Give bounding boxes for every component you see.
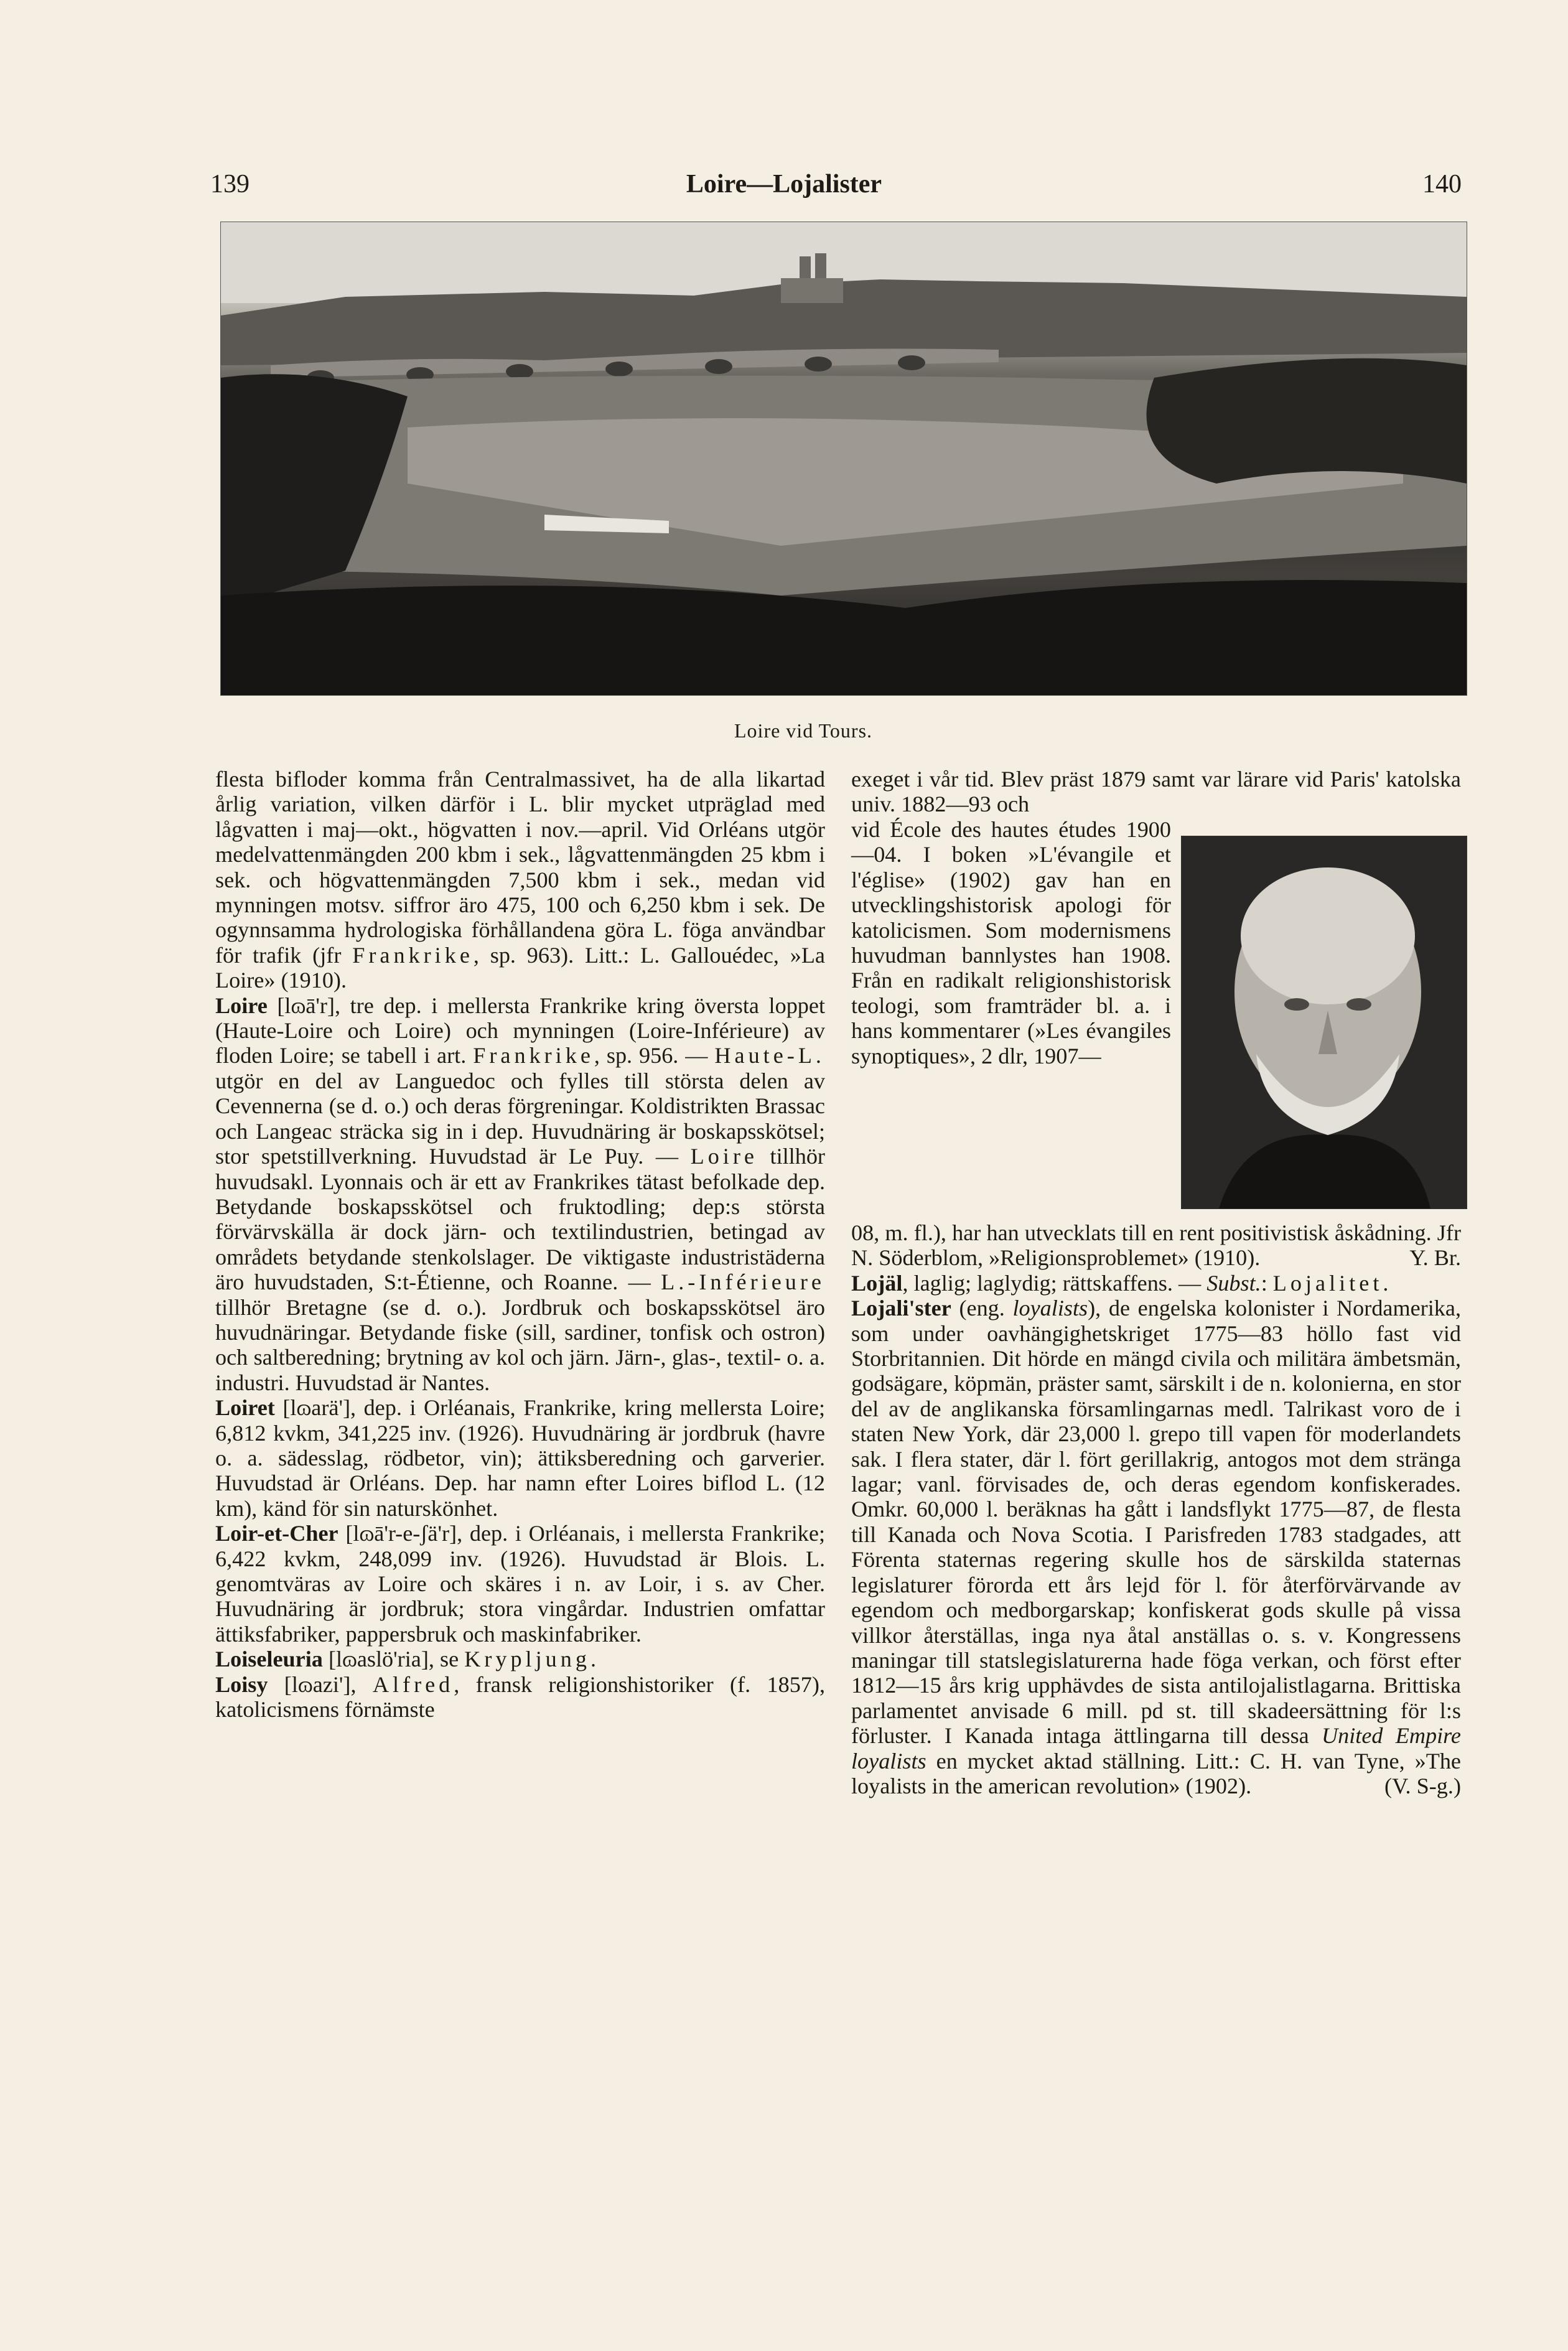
loisy-portrait xyxy=(1181,836,1467,1209)
headword-loire: Loire xyxy=(215,993,268,1018)
headword-lojal: Lojäl xyxy=(851,1270,903,1296)
figure-caption: Loire vid Tours. xyxy=(734,719,873,742)
loire-tours-photo xyxy=(220,222,1467,696)
right-column-top xyxy=(851,767,1461,817)
headword-loiseleuria: Loiseleuria xyxy=(215,1647,323,1672)
entry-loiret: Loiret [lɷarä'], dep. i Orléanais, Frankrike, kring mellersta Loire; 6,812 kvkm, 341,225 inv. (1926). Huvudnäring är jordbruk (havre o. a. sädesslag, rödbetor, vin); ättiksberedning och garverier. Huvudstad är Orléans. Dep. har namn efter Loires biflod L. (12 km), känd för sin naturskönhet. xyxy=(215,1395,825,1521)
entry-loire: Loire [lɷā'r], tre dep. i mellersta Frankrike kring översta loppet (Haute-Loire och Loire) och mynningen (Loire-Inférieure) av floden Loire; se tabell i art. Frankrike, sp. 956. — Haute-L. utgör en del av Languedoc och fylles till största delen av Cevennerna (se d. o.) och deras förgreningar. Koldistrikten Brassac och Langeac sträcka sig in i dep. Huvudnäring är boskapsskötsel; stor spetstillverkning. Huvudstad är Le Puy. — Loire tillhör huvudsakl. Lyonnais och är ett av Frankrikes tätast befolkade dep. Betydande boskapsskötsel och fruktodling; dep:s största förvärvskälla är dock järn- och textilindustrien, betingad av områdets betydande stenkolslager. De viktigaste industristäderna äro huvudstaden, S:t-Étienne, och Roanne. — L.-Inférieure tillhör Bretagne (se d. o.). Jordbruk och boskapsskötsel äro huvudnäringar. Betydande fiske (sill, sardiner, tonfisk och ostron) och saltberedning; brytning av kol och järn. Järn-, glas-, textil- o. a. industri. Huvudstad är Nantes. xyxy=(215,993,825,1395)
right-column-rest xyxy=(851,1220,1461,1798)
right-column-narrow xyxy=(851,817,1171,1068)
headword-lojalister: Lojali'ster xyxy=(851,1296,951,1321)
page-number-right: 140 xyxy=(1422,170,1462,199)
entry-loisy: Loisy [lɷazi'], Alfred, fransk religionshistoriker (f. 1857), katolicismens förnämste xyxy=(215,1671,825,1722)
signature-vsg: (V. S-g.) xyxy=(1384,1773,1461,1798)
headword-loisy: Loisy xyxy=(215,1671,268,1697)
entry-lojal: Lojäl, laglig; laglydig; rättskaffens. — Subst.: Lojalitet. xyxy=(851,1270,1389,1296)
loisy-narrow-text: vid École des hautes études 1900—04. I boken »L'évangile et l'église» (1902) gav han en utvecklingshistorisk apologi för katolicismen. Som modernismens huvudman bannlystes han 1908. Från en radikalt religionshistorisk teologi, som framträder bl. a. i hans kommentarer (»Les évangiles synoptiques», 2 dlr, 1907— xyxy=(851,817,1171,1068)
signature-ybr: Y. Br. xyxy=(1409,1245,1461,1271)
running-title: Loire—Lojalister xyxy=(686,170,882,199)
loisy-end: 08, m. fl.), har han utvecklats till en rent positivistisk åskådning. Jfr N. Söderblom, »Religionsproblemet» (1910). Y. Br. xyxy=(851,1220,1461,1271)
headword-loir-et-cher: Loir-et-Cher xyxy=(215,1521,338,1546)
entry-loir-et-cher: Loir-et-Cher [lɷā'r-e-ʃä'r], dep. i Orléanais, i mellersta Frankrike; 6,422 kvkm, 248,099 inv. (1926). Huvudstad är Blois. L. genomtväras av Loire och skäres i n. av Loir, i s. av Cher. Huvudnäring är jordbruk; stora vingårdar. Industrien omfattar ättiksfabriker, pappersbruk och maskinfabriker. xyxy=(215,1521,825,1647)
entry-loiseleuria: Loiseleuria [lɷaslö'ria], se Krypljung. xyxy=(215,1647,596,1672)
entry-lojalister: Lojali'ster (eng. loyalists), de engelska kolonister i Nordamerika, som under oavhängighetskriget 1775—83 höllo fast vid Storbritannien. Dit hörde en mängd civila och militära ämbetsmän, godsägare, köpmän, präster samt, särskilt i de n. kolonierna, en stor del av de anglikanska församlingarnas medl. Talrikast voro de i staten New York, där 23,000 l. grepo till vapen för moderlandets sak. I flera stater, där l. fört gerillakrig, antogos mot dem stränga lagar; vanl. förvisades de, och deras egendom konfiskerades. Omkr. 60,000 l. beräknas ha gått i landsflykt 1775—87, de flesta till Kanada och Nova Scotia. I Parisfreden 1783 stadgades, att Förenta staternas regering skulle hos de särskilda staternas legislaturer förorda ett års lejd för l. för återförvärvande av egendom och medborgarskap; konfiskerat gods skulle på vissa villkor återställas, inga nya åtal anställas o. s. v. Kongressens maningar till statslegislaturerna hade föga verkan, och först efter 1812—15 års krig upphävdes de sista antilojalistlagarna. Brittiska parlamentet anvisade 6 mill. pd st. till skadeersättning för l:s förluster. I Kanada intaga ättlingarna till dessa United Empire loyalists en mycket aktad ställning. Litt.: C. H. van Tyne, »The loyalists in the american revolution» (1902). (V. S-g.) xyxy=(851,1296,1461,1798)
left-column xyxy=(215,767,825,1722)
paragraph-hydrology: flesta bifloder komma från Centralmassivet, ha de alla likartad årlig variation, vilken därför i L. blir mycket utpräglad med lågvatten i maj—okt., högvatten i nov.—april. Vid Orléans utgör medelvattenmängden 200 kbm i sek., lågvattenmängden 25 kbm i sek. och högvattenmängden 7,500 kbm i sek., medan vid mynningen motsv. siffror äro 475, 100 och 6,250 kbm i sek. De ogynnsamma hydrologiska förhållandena göra L. föga användbar för trafik (jfr Frankrike, sp. 963). Litt.: L. Gallouédec, »La Loire» (1910). xyxy=(215,767,825,993)
page-number-left: 139 xyxy=(210,170,250,199)
headword-loiret: Loiret xyxy=(215,1395,275,1421)
loisy-continuation: exeget i vår tid. Blev präst 1879 samt var lärare vid Paris' katolska univ. 1882—93 och xyxy=(851,767,1461,817)
